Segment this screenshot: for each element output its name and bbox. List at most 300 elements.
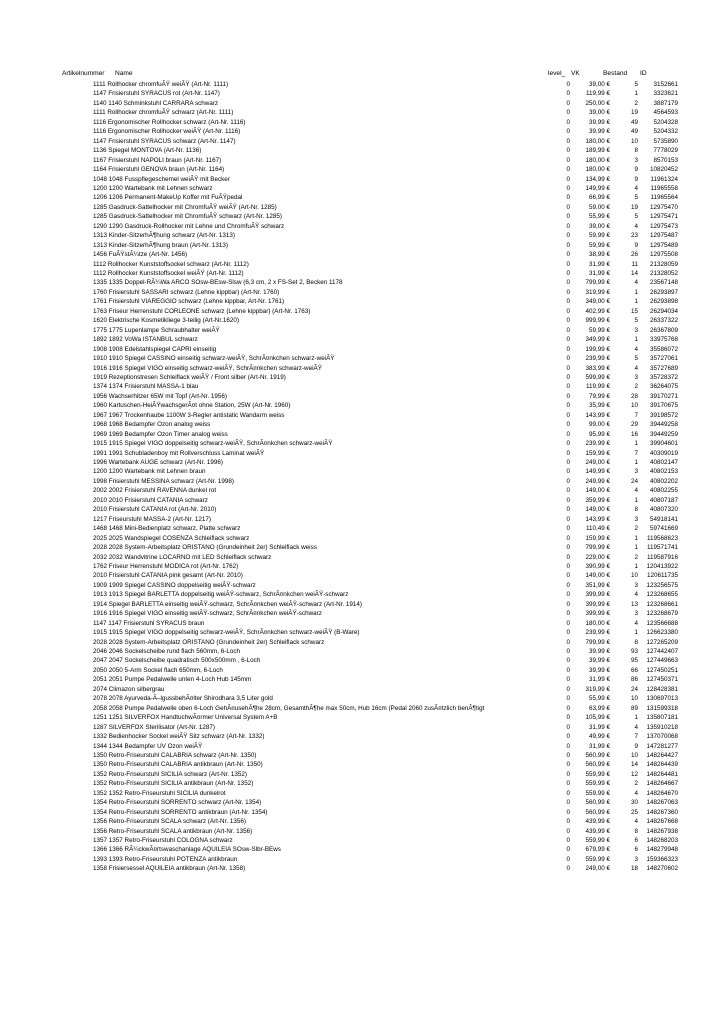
row-name: 2058 2058 Pumpe Pedalwelle oben 6-Loch GehÃ¤usehÃ¶he 28cm, GesamthÃ¶he max 50cm, Hub 16cm (Pedal 2060 zusÃ¤tzlich benÃ¶tigt — [93, 704, 485, 712]
row-bestand: 19 — [630, 109, 638, 117]
row-id: 26294034 — [649, 307, 678, 315]
row-name: 1914 Spiegel BARLETTA einseitig weiÃŸ-schwarz, SchrÃ¤nkchen weiÃŸ-schwarz (Art-Nr. 1914) — [93, 600, 363, 608]
table-row — [0, 99, 724, 108]
row-name: 1352 Retro-Friseurstuhl SICILIA schwarz (Art-Nr. 1352) — [93, 770, 247, 778]
row-bestand: 4 — [634, 364, 638, 372]
row-name: 2051 2051 Pumpe Pedalwelle unten 4-Loch Hub 145mm — [93, 676, 252, 684]
row-vk: 79,99 € — [588, 392, 610, 400]
row-bestand: 3 — [634, 156, 638, 164]
row-bestand: 23 — [630, 232, 638, 240]
row-bestand: 5 — [634, 317, 638, 325]
table-row — [0, 760, 724, 769]
row-name: 1991 1991 Schubladenboy mit Rollverschluss Laminat weiÃŸ — [93, 449, 265, 457]
row-level: 0 — [566, 279, 570, 287]
row-name: 1217 Friseurstuhl MASSA-2 (Art-Nr. 1217) — [93, 515, 211, 523]
row-bestand: 9 — [634, 175, 638, 183]
row-id: 12975470 — [649, 203, 678, 211]
row-id: 148267938 — [646, 827, 678, 835]
row-vk: 59,00 € — [588, 203, 610, 211]
row-vk: 349,00 € — [585, 298, 610, 306]
row-bestand: 1 — [634, 288, 638, 296]
row-id: 123566688 — [646, 619, 678, 627]
table-row — [0, 779, 724, 788]
row-name: 2010 Frisierstuhl CATANIA rot (Art-Nr. 2010) — [93, 506, 217, 514]
row-bestand: 89 — [630, 704, 638, 712]
row-name: 1313 Kinder-SitzerhÃ¶hung schwarz (Art-Nr. 1313) — [93, 232, 235, 240]
row-name: 1760 Frisierstuhl SASSARI schwarz (Lehne kippbar) (Art-Nr. 1760) — [93, 288, 280, 296]
row-id: 127450251 — [646, 666, 678, 674]
row-vk: 239,99 € — [585, 629, 610, 637]
row-name: 2002 2002 Frisierstuhl RAVENNA dunkel rot — [93, 487, 217, 495]
row-level: 0 — [566, 799, 570, 807]
row-name: 1206 1206 Permanent-MakeUp Koffer mit FuÃŸpedal — [93, 194, 243, 202]
row-vk: 799,99 € — [585, 279, 610, 287]
row-bestand: 12 — [630, 770, 638, 778]
row-name: 2028 2028 System-Arbeitsplatz ORISTANO (Grundeinheit 2er) Schleiflack schwarz — [93, 638, 325, 646]
row-level: 0 — [566, 260, 570, 268]
row-vk: 180,00 € — [585, 137, 610, 145]
row-level: 0 — [566, 657, 570, 665]
row-bestand: 3 — [634, 468, 638, 476]
table-row — [0, 704, 724, 713]
row-vk: 239,99 € — [585, 440, 610, 448]
row-id: 5204328 — [653, 118, 678, 126]
row-vk: 49,99 € — [588, 733, 610, 741]
row-level: 0 — [566, 288, 570, 296]
row-vk: 559,99 € — [585, 855, 610, 863]
table-row — [0, 543, 724, 552]
row-vk: 239,99 € — [585, 355, 610, 363]
table-row — [0, 628, 724, 637]
row-name: 1147 Frisierstuhl SYRACUS rot (Art-Nr. 1147) — [93, 90, 220, 98]
row-bestand: 9 — [634, 742, 638, 750]
table-row — [0, 732, 724, 741]
row-bestand: 9 — [634, 166, 638, 174]
row-name: 2010 2010 Frisierstuhl CATANIA schwarz — [93, 496, 208, 504]
table-row — [0, 789, 724, 798]
row-id: 148264427 — [646, 751, 678, 759]
row-vk: 319,99 € — [585, 288, 610, 296]
row-vk: 31,99 € — [588, 260, 610, 268]
table-row — [0, 694, 724, 703]
row-id: 123268661 — [646, 600, 678, 608]
row-id: 123268679 — [646, 610, 678, 618]
row-level: 0 — [566, 166, 570, 174]
row-bestand: 4 — [634, 184, 638, 192]
table-row — [0, 855, 724, 864]
row-id: 3887179 — [653, 99, 678, 107]
row-vk: 39,00 € — [588, 109, 610, 117]
row-id: 11965558 — [650, 184, 678, 192]
row-level: 0 — [566, 175, 570, 183]
row-bestand: 1 — [634, 336, 638, 344]
table-row — [0, 562, 724, 571]
table-row — [0, 401, 724, 410]
row-id: 11961324 — [650, 175, 678, 183]
table-row — [0, 260, 724, 269]
row-bestand: 4 — [634, 619, 638, 627]
row-name: 1998 Frisierstuhl MESSINA schwarz (Art-Nr. 1998) — [93, 477, 235, 485]
row-bestand: 8 — [634, 147, 638, 155]
row-level: 0 — [566, 355, 570, 363]
table-row — [0, 723, 724, 732]
row-id: 40807320 — [649, 506, 678, 514]
row-bestand: 16 — [630, 430, 638, 438]
row-vk: 39,99 € — [588, 666, 610, 674]
row-vk: 39,99 € — [588, 657, 610, 665]
row-vk: 31,99 € — [588, 723, 610, 731]
row-level: 0 — [566, 147, 570, 155]
row-name: 1332 Bedienhocker Sockel weiÃŸ Sitz schwarz (Art-Nr. 1332) — [93, 733, 265, 741]
row-name: 1200 1200 Wartebank mit Lehnen braun — [93, 468, 206, 476]
row-name: 1967 1967 Trockenhaube 1100W 3-Regler antistatic Wandarm weiss — [93, 411, 285, 419]
row-bestand: 5 — [634, 81, 638, 88]
row-bestand: 1 — [634, 459, 638, 466]
row-name: 1913 1913 Spiegel BARLETTA doppelseitig weiÃŸ-schwarz, SchrÃ¤nkchen weiÃŸ-schwarz — [93, 591, 349, 599]
row-name: 1468 1468 Mini-Bedienplatz schwarz, Platte schwarz — [93, 525, 241, 533]
row-level: 0 — [566, 326, 570, 334]
row-bestand: 28 — [630, 392, 638, 400]
row-level: 0 — [566, 487, 570, 495]
row-vk: 559,99 € — [585, 770, 610, 778]
row-id: 12975508 — [649, 251, 678, 259]
row-level: 0 — [566, 818, 570, 826]
row-level: 0 — [566, 109, 570, 117]
row-name: 1112 Rollhocker Kunststoffsockel weiÃŸ (Art-Nr. 1112) — [93, 270, 244, 277]
table-row — [0, 808, 724, 817]
row-level: 0 — [566, 90, 570, 98]
row-name: 1393 1393 Retro-Friseurstuhl POTENZA antikbraun — [93, 855, 238, 863]
row-level: 0 — [566, 232, 570, 240]
row-vk: 66,99 € — [588, 194, 610, 202]
row-vk: 59,99 € — [588, 232, 610, 240]
row-bestand: 4 — [634, 591, 638, 599]
row-bestand: 10 — [630, 695, 638, 703]
row-level: 0 — [566, 128, 570, 136]
row-vk: 799,99 € — [585, 544, 610, 552]
row-id: 40309019 — [649, 449, 678, 457]
row-level: 0 — [566, 761, 570, 769]
header-artikelnummer: Artikelnummer — [62, 70, 105, 77]
table-row — [0, 619, 724, 628]
header-bestand: Bestand — [603, 70, 628, 77]
table-row — [0, 430, 724, 439]
row-name: 2050 2050 5-Arm Sockel flach 650mm, 6-Loch — [93, 666, 223, 674]
row-level: 0 — [566, 723, 570, 731]
row-level: 0 — [566, 581, 570, 589]
row-level: 0 — [566, 751, 570, 759]
row-id: 7778029 — [653, 147, 678, 155]
row-vk: 39,99 € — [588, 118, 610, 126]
row-level: 0 — [566, 600, 570, 608]
row-vk: 59,99 € — [588, 326, 610, 334]
row-level: 0 — [566, 222, 570, 230]
row-level: 0 — [566, 855, 570, 863]
table-row — [0, 581, 724, 590]
row-bestand: 29 — [630, 421, 638, 429]
row-bestand: 10 — [630, 751, 638, 759]
row-id: 12975473 — [649, 222, 678, 230]
row-name: 1374 1374 Frisierstuhl MASSA-1 blau — [93, 383, 199, 391]
row-id: 12975489 — [649, 241, 678, 249]
row-name: 2046 2046 Sockelscheibe rund flach 560mm, 6-Loch — [93, 648, 241, 655]
row-level: 0 — [566, 402, 570, 410]
table-row — [0, 364, 724, 373]
row-id: 21328059 — [649, 260, 678, 268]
row-id: 36264075 — [649, 383, 678, 391]
table-row — [0, 571, 724, 580]
row-name: 1916 1916 Spiegel VIGO einseitig weiÃŸ-schwarz, SchrÃ¤nkchen weiÃŸ-schwarz — [93, 610, 322, 618]
row-vk: 99,00 € — [588, 421, 610, 429]
table-row — [0, 118, 724, 127]
row-level: 0 — [566, 270, 570, 277]
row-name: 1290 1290 Gasdruck-Rollhocker mit Lehne und ChromfuÃŸ schwarz — [93, 222, 285, 230]
row-id: 127265209 — [646, 638, 678, 646]
table-row — [0, 817, 724, 826]
table-row — [0, 534, 724, 543]
row-id: 39904601 — [649, 440, 678, 448]
row-id: 148264439 — [646, 761, 678, 769]
row-level: 0 — [566, 619, 570, 627]
row-bestand: 3 — [634, 610, 638, 618]
row-vk: 560,99 € — [585, 751, 610, 759]
table-row — [0, 316, 724, 325]
row-id: 3323621 — [653, 90, 678, 98]
row-bestand: 8 — [634, 506, 638, 514]
row-id: 39449258 — [649, 421, 678, 429]
row-bestand: 1 — [634, 90, 638, 98]
row-level: 0 — [566, 251, 570, 259]
table-row — [0, 184, 724, 193]
row-name: 1167 Frisierstuhl NAPOLI braun (Art-Nr. 1167) — [93, 156, 222, 164]
row-vk: 559,99 € — [585, 789, 610, 797]
table-row — [0, 477, 724, 486]
row-level: 0 — [566, 307, 570, 315]
table-row — [0, 713, 724, 722]
row-name: 1356 Retro-Friseurstuhl SCALA antikbraun (Art-Nr. 1356) — [93, 827, 253, 835]
row-name: 1285 Gasdruck-Sattelhocker mit ChromfuÃŸ weiÃŸ (Art-Nr. 1285) — [93, 203, 277, 211]
row-vk: 105,99 € — [585, 714, 610, 722]
row-bestand: 5 — [634, 355, 638, 363]
row-bestand: 26 — [630, 251, 638, 259]
row-level: 0 — [566, 562, 570, 570]
row-name: 1350 Retro-Friseurstuhl CALABRIA antikbraun (Art-Nr. 1350) — [93, 761, 263, 769]
row-name: 1968 1968 Bedampfer Ozon analog weiss — [93, 421, 211, 429]
table-row — [0, 354, 724, 363]
row-id: 40807187 — [649, 496, 678, 504]
table-row — [0, 496, 724, 505]
table-row — [0, 675, 724, 684]
table-row — [0, 609, 724, 618]
row-level: 0 — [566, 837, 570, 844]
table-row — [0, 864, 724, 873]
table-row — [0, 553, 724, 562]
row-id: 137070068 — [646, 733, 678, 741]
row-name: 1352 Retro-Friseurstuhl SICILIA antikbraun (Art-Nr. 1352) — [93, 780, 254, 788]
row-id: 40802255 — [649, 487, 678, 495]
row-level: 0 — [566, 685, 570, 693]
row-vk: 180,00 € — [585, 156, 610, 164]
row-vk: 180,00 € — [585, 166, 610, 174]
row-level: 0 — [566, 733, 570, 741]
row-bestand: 1 — [634, 534, 638, 542]
table-row — [0, 203, 724, 212]
row-bestand: 1 — [634, 496, 638, 504]
row-level: 0 — [566, 676, 570, 684]
row-name: 1762 Friseur Herrenstuhl MODICA rot (Art-Nr. 1762) — [93, 562, 239, 570]
row-name: 1916 1916 Spiegel VIGO einseitig schwarz-weiÃŸ, SchrÃ¤nkchen schwarz-weiÃŸ — [93, 364, 322, 372]
row-id: 148270602 — [646, 865, 678, 873]
row-id: 40802147 — [649, 459, 678, 466]
table-row — [0, 175, 724, 184]
row-id: 35586072 — [649, 345, 678, 353]
table-row — [0, 80, 724, 89]
row-vk: 149,99 € — [585, 184, 610, 192]
row-vk: 119,99 € — [585, 383, 610, 391]
row-vk: 399,99 € — [585, 600, 610, 608]
row-vk: 55,99 € — [588, 695, 610, 703]
table-row — [0, 193, 724, 202]
row-bestand: 9 — [634, 241, 638, 249]
row-id: 148267360 — [646, 808, 678, 816]
row-bestand: 8 — [634, 638, 638, 646]
row-id: 40802202 — [649, 477, 678, 485]
row-vk: 249,00 € — [585, 865, 610, 873]
row-bestand: 3 — [634, 515, 638, 523]
row-name: 1350 Retro-Friseurstuhl CALABRIA schwarz (Art-Nr. 1350) — [93, 751, 257, 759]
row-level: 0 — [566, 544, 570, 552]
table-row — [0, 382, 724, 391]
row-level: 0 — [566, 525, 570, 533]
row-name: 1354 Retro-Friseurstuhl SORRENTO antikbraun (Art-Nr. 1354) — [93, 808, 268, 816]
row-id: 33975768 — [649, 336, 678, 344]
table-row — [0, 89, 724, 98]
row-level: 0 — [566, 364, 570, 372]
row-vk: 349,99 € — [585, 336, 610, 344]
row-level: 0 — [566, 317, 570, 325]
table-row — [0, 392, 724, 401]
table-row — [0, 307, 724, 316]
row-level: 0 — [566, 373, 570, 381]
row-name: 1366 1366 RÃ¼ckwÃ¤rtswaschanlage AQUILEIA SOsw-Slbr-BEws — [93, 846, 281, 854]
row-bestand: 10 — [630, 572, 638, 580]
row-level: 0 — [566, 496, 570, 504]
row-id: 21328052 — [649, 270, 678, 277]
row-vk: 134,99 € — [585, 175, 610, 183]
row-level: 0 — [566, 203, 570, 211]
row-id: 54918141 — [649, 515, 678, 523]
row-level: 0 — [566, 742, 570, 750]
row-id: 123268655 — [646, 591, 678, 599]
row-name: 2028 2028 System-Arbeitsplatz ORISTANO (Grundeinheit 2er) Schleiflack weiss — [93, 544, 317, 552]
row-name: 1140 1140 Schminkstuhl CARRARA schwarz — [93, 99, 219, 107]
row-id: 148267063 — [646, 799, 678, 807]
row-bestand: 25 — [630, 808, 638, 816]
row-level: 0 — [566, 638, 570, 646]
row-id: 5204332 — [653, 128, 678, 136]
row-level: 0 — [566, 704, 570, 712]
row-name: 1358 Frisiersessel AQUILEIA antikbraun (Art-Nr. 1358) — [93, 865, 246, 873]
row-id: 39170271 — [649, 392, 678, 400]
row-name: 1200 1200 Wartebank mit Lehnen schwarz — [93, 184, 213, 192]
header-level: level_ — [548, 70, 566, 77]
row-name: 1344 1344 Bedampfer UV Ozon weiÃŸ — [93, 742, 203, 750]
row-vk: 439,99 € — [585, 818, 610, 826]
row-vk: 39,99 € — [588, 128, 610, 136]
table-row — [0, 486, 724, 495]
row-bestand: 2 — [634, 525, 638, 533]
row-bestand: 14 — [630, 761, 638, 769]
row-bestand: 7 — [634, 411, 638, 419]
row-vk: 159,99 € — [585, 534, 610, 542]
row-id: 159366323 — [646, 855, 678, 863]
row-vk: 351,99 € — [585, 581, 610, 589]
row-name: 2032 2032 Wandvitrine LOCARNO mit LED Schleiflack schwarz — [93, 553, 272, 561]
row-vk: 383,99 € — [585, 364, 610, 372]
row-bestand: 95 — [630, 657, 638, 665]
row-name: 1136 Spiegel MONTOVA (Art-Nr. 1136) — [93, 147, 202, 155]
row-vk: 39,99 € — [588, 648, 610, 655]
row-id: 8570153 — [653, 156, 678, 164]
row-vk: 249,00 € — [585, 459, 610, 466]
row-name: 1111 Rollhocker chromfuÃŸ schwarz (Art-Nr. 1111) — [93, 109, 234, 117]
row-level: 0 — [566, 411, 570, 419]
table-row — [0, 137, 724, 146]
row-name: 1356 Retro-Friseurstuhl SCALA schwarz (Art-Nr. 1356) — [93, 818, 246, 826]
row-id: 119587916 — [646, 553, 678, 561]
row-vk: 31,99 € — [588, 270, 610, 277]
row-bestand: 2 — [634, 553, 638, 561]
row-level: 0 — [566, 591, 570, 599]
row-bestand: 14 — [630, 270, 638, 277]
row-level: 0 — [566, 477, 570, 485]
table-row — [0, 278, 724, 287]
table-row — [0, 165, 724, 174]
table-row — [0, 326, 724, 335]
row-bestand: 2 — [634, 383, 638, 391]
row-bestand: 3 — [634, 581, 638, 589]
table-row — [0, 146, 724, 155]
row-name: 1164 Frisierstuhl GENOVA braun (Art-Nr. 1164) — [93, 166, 225, 174]
row-bestand: 1 — [634, 544, 638, 552]
row-bestand: 4 — [634, 279, 638, 287]
table-row — [0, 411, 724, 420]
table-row — [0, 515, 724, 524]
row-vk: 249,99 € — [585, 477, 610, 485]
row-name: 1251 1251 SILVERFOX HandtuchwÃ¤rmer Universal System A+B — [93, 714, 278, 722]
row-vk: 35,99 € — [588, 402, 610, 410]
row-level: 0 — [566, 156, 570, 164]
row-bestand: 15 — [630, 307, 638, 315]
row-vk: 149,00 € — [585, 506, 610, 514]
row-id: 131599318 — [646, 704, 678, 712]
row-bestand: 66 — [630, 666, 638, 674]
row-name: 1352 1352 Retro-Friseurstuhl SICILIA dunkelrot — [93, 789, 226, 797]
table-row — [0, 373, 724, 382]
row-name: 1456 FuÃŸstÃ¼tze (Art-Nr. 1456) — [93, 251, 188, 259]
row-vk: 110,49 € — [585, 525, 610, 533]
table-row — [0, 241, 724, 250]
row-bestand: 19 — [630, 203, 638, 211]
row-level: 0 — [566, 468, 570, 476]
row-name: 1147 Frisierstuhl SYRACUS schwarz (Art-Nr. 1147) — [93, 137, 236, 145]
row-id: 35727689 — [649, 364, 678, 372]
row-bestand: 24 — [630, 685, 638, 693]
row-vk: 31,99 € — [588, 742, 610, 750]
row-bestand: 11 — [631, 260, 638, 268]
row-bestand: 6 — [634, 837, 638, 844]
row-vk: 119,99 € — [585, 90, 610, 98]
